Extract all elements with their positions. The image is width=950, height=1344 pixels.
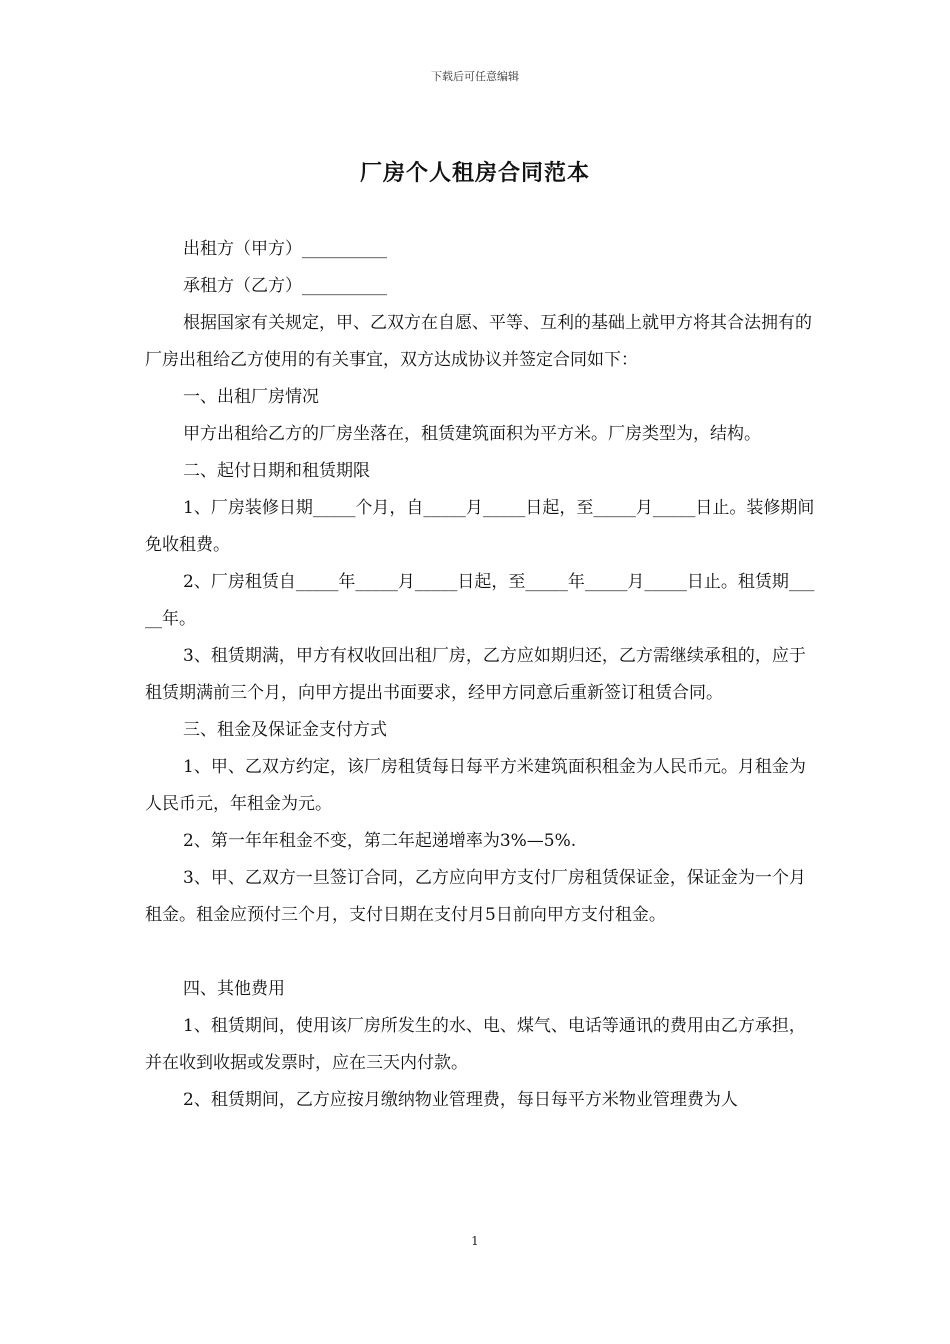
paragraph-spacer — [145, 934, 817, 971]
paragraph-clause-3-1: 1、甲、乙双方约定，该厂房租赁每日每平方米建筑面积租金为人民币元。月租金为人民币元，年租金为元。 — [145, 757, 806, 814]
paragraph-preamble: 根据国家有关规定，甲、乙双方在自愿、平等、互利的基础上就甲方将其合法拥有的厂房出租给乙方使用的有关事宜，双方达成协议并签定合同如下： — [145, 313, 812, 370]
paragraph-clause-4-1: 1、租赁期间，使用该厂房所发生的水、电、煤气、电话等通讯的费用由乙方承担，并在收到收据或发票时，应在三天内付款。 — [145, 1016, 806, 1073]
document-title: 厂房个人租房合同范本 — [359, 161, 590, 186]
paragraph-clause-2-3: 3、租赁期满，甲方有权收回出租厂房，乙方应如期归还，乙方需继续承租的，应于租赁期满前三个月，向甲方提出书面要求，经甲方同意后重新签订租赁合同。 — [145, 646, 806, 703]
section-heading-1: 一、出租厂房情况 — [183, 387, 319, 407]
paragraph-clause-3-3: 3、甲、乙双方一旦签订合同，乙方应向甲方支付厂房租赁保证金，保证金为一个月租金。租金应预付三个月，支付日期在支付月5日前向甲方支付租金。 — [145, 868, 806, 925]
paragraph-factory-info: 甲方出租给乙方的厂房坐落在，租赁建筑面积为平方米。厂房类型为，结构。 — [183, 424, 761, 444]
document-body — [145, 231, 817, 1119]
paragraph-lessee: 承租方（乙方）__________ — [183, 276, 387, 296]
section-heading-4: 四、其他费用 — [183, 979, 285, 999]
header-note: 下载后可任意编辑 — [431, 70, 519, 83]
paragraph-clause-2-2: 2、厂房租赁自_____年_____月_____日起，至_____年_____月_____日止。租赁期_____年。 — [145, 572, 815, 629]
page-number: 1 — [471, 1234, 479, 1248]
paragraph-lessor: 出租方（甲方）__________ — [183, 239, 387, 259]
section-heading-2: 二、起付日期和租赁期限 — [183, 461, 370, 481]
section-heading-3: 三、租金及保证金支付方式 — [183, 720, 387, 740]
paragraph-clause-2-1: 1、厂房装修日期_____个月，自_____月_____日起，至_____月_____日止。装修期间免收租费。 — [145, 498, 815, 555]
paragraph-clause-3-2: 2、第一年年租金不变，第二年起递增率为3%—5%. — [183, 831, 577, 851]
paragraph-clause-4-2: 2、租赁期间，乙方应按月缴纳物业管理费，每日每平方米物业管理费为人 — [183, 1090, 738, 1110]
